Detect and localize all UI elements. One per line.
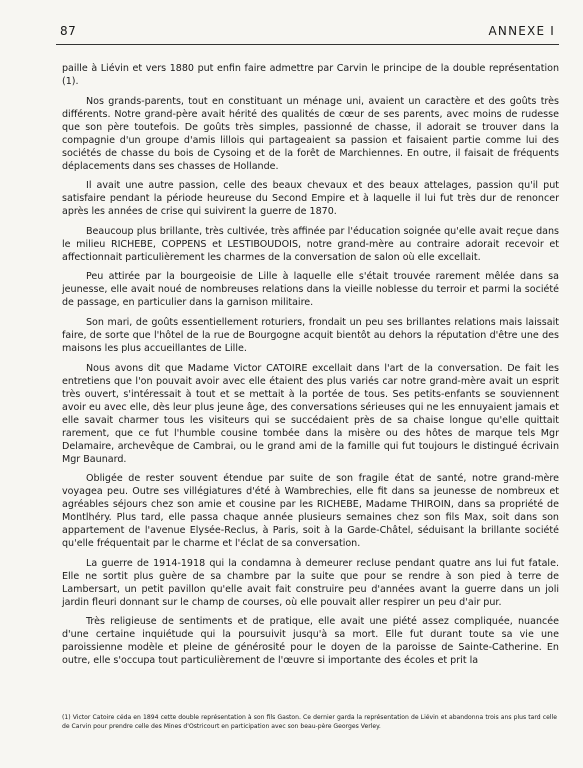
- page-header: [60, 24, 555, 46]
- paragraph: Son mari, de goûts essentiellement roturiers, frondait un peu ses brillantes relations mais laissait faire, de sorte que l'hôtel de la rue de Bourgogne acquit bientôt au dehors la réputation d'être une des maisons les plus accueillantes de Lille.: [62, 316, 559, 354]
- paragraph: Nous avons dit que Madame Victor CATOIRE excellait dans l'art de la conversation. De fait les entretiens que l'on pouvait avoir avec elle étaient des plus variés car notre grand-mère avait un esprit très ouvert, s'intéressait à tout et se mettait à la portée de tous. Ses petits-enfants se souviennent avoir eu avec elle, dès leur plus jeune âge, des conversations sérieuses qui ne les ennuyaient jamais et elle savait charmer tous les visiteurs qui se succédaient près de sa chaise longue qu'elle quittait rarement, que ce fut l'humble cousine tombée dans la misère ou des hôtes de marque tels Mgr Delamaire, archevêque de Cambrai, ou le grand ami de la famille qui fut toujours le distingué écrivain Mgr Baunard.: [62, 362, 559, 465]
- page-number: 87: [60, 24, 77, 38]
- paragraph: paille à Liévin et vers 1880 put enfin faire admettre par Carvin le principe de la double représentation (1).: [62, 63, 559, 87]
- footnote: (1) Victor Catoire céda en 1894 cette double représentation à son fils Gaston. Ce dernier garda la représentation de Liévin et abandonna trois ans plus tard celle de Carvin pour prendre celle des Mines d'Ostricourt en participation avec son beau-père Georges Verley.: [62, 714, 557, 730]
- paragraph: Très religieuse de sentiments et de pratique, elle avait une piété assez compliquée, nuancée d'une certaine inquiétude qui la poursuivit jusqu'à sa mort. Elle fut durant toute sa vie une paroissienne modèle et pleine de générosité pour le doyen de la paroisse de Sainte-Catherine. En outre, elle s'occupa tout particulièrement de l'œuvre si importante des écoles et prit la: [62, 616, 559, 667]
- body-text: [62, 62, 559, 674]
- paragraph: Nos grands-parents, tout en constituant un ménage uni, avaient un caractère et des goûts très différents. Notre grand-père avait hérité des qualités de cœur de ses parents, avec moins de rudesse que son père toutefois. De goûts très simples, passionné de chasse, il adorait se trouver dans la compagnie d'un groupe d'amis lillois qui partageaient sa passion et faisaient partie comme lui des sociétés de chasse du bois de Cysoing et de la forêt de Marchiennes. En outre, il faisait de fréquents déplacements dans ses chasses de Hollande.: [62, 95, 559, 172]
- paragraph: Peu attirée par la bourgeoisie de Lille à laquelle elle s'était trouvée rarement mêlée dans sa jeunesse, elle avait noué de nombreuses relations dans la vieille noblesse du terroir et parmi la société de passage, en particulier dans la garnison militaire.: [62, 271, 559, 309]
- paragraph: Il avait une autre passion, celle des beaux chevaux et des beaux attelages, passion qu'il put satisfaire pendant la période heureuse du Second Empire et à laquelle il lui fut très dur de renoncer après les années de crise qui suivirent la guerre de 1870.: [62, 180, 559, 218]
- paragraph: Beaucoup plus brillante, très cultivée, très affinée par l'éducation soignée qu'elle avait reçue dans le milieu RICHEBE, COPPENS et LESTIBOUDOIS, notre grand-mère au contraire adorait recevoir et affectionnait particulièrement les charmes de la conversation de salon où elle excellait.: [62, 225, 559, 263]
- paragraph: La guerre de 1914-1918 qui la condamna à demeurer recluse pendant quatre ans lui fut fatale. Elle ne sortit plus guère de sa chambre par la suite que pour se rendre à son pied à terre de Lambersart, un petit pavillon qu'elle avait fait construire peu d'années avant la guerre dans un joli jardin fleuri donnant sur le champ de courses, où elle pouvait aller respirer un peu d'air pur.: [62, 557, 559, 608]
- header-rule: [56, 44, 559, 45]
- section-title: ANNEXE I: [488, 24, 555, 38]
- paragraph: Obligée de rester souvent étendue par suite de son fragile état de santé, notre grand-mère voyagea peu. Outre ses villégiatures d'été à Wambrechies, elle fit dans sa jeunesse de nombreux et agréables séjours chez son amie et cousine par les RICHEBE, Madame THIROIN, dans sa propriété de Montlhéry. Plus tard, elle passa chaque année plusieurs semaines chez son fils Max, soit dans son appartement de l'avenue Elysée-Reclus, à Paris, soit à la Garde-Châtel, séduisant la brillante société qu'elle fréquentait par le charme et l'éclat de sa conversation.: [62, 473, 559, 550]
